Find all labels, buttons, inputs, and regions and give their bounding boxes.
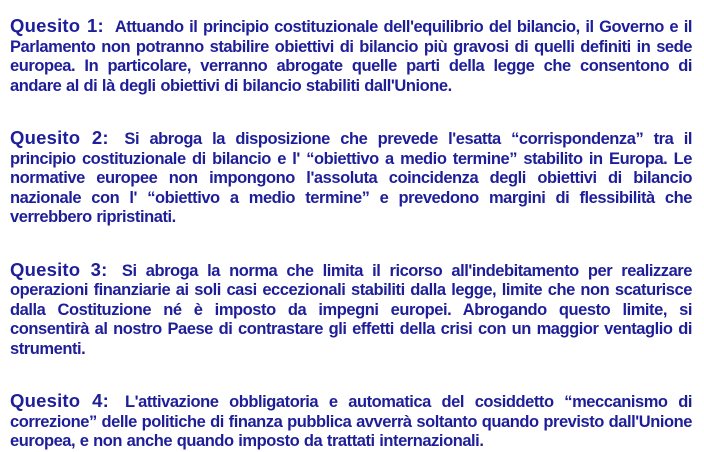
quesito-4-label: Quesito 4 bbox=[10, 390, 103, 411]
quesito-1-label: Quesito 1 bbox=[10, 15, 98, 36]
quesito-2-paragraph bbox=[10, 128, 692, 228]
quesito-4-paragraph bbox=[10, 391, 692, 452]
quesito-2-separator: : bbox=[102, 127, 109, 148]
quesito-3-separator: : bbox=[101, 258, 107, 280]
quesito-1-separator: : bbox=[97, 15, 104, 36]
quesito-3-label: Quesito 3 bbox=[10, 258, 102, 280]
quesito-1-text: Attuando il principio costituzionale dell'equilibrio del bilancio, il Governo e il Parlamento non potranno stabilire obiettivi di bilancio più gravosi di quelli definiti in sede europea. In particolare, verranno abrogate quelle parti della legge che consentono di andare al di là degli obiettivi di bilancio stabiliti dall'Unione. bbox=[10, 18, 692, 95]
quesito-2-text: Si abroga la disposizione che prevede l'esatta “corrispondenza” tra il principio costituzionale di bilancio e l' “obiettivo a medio termine” stabilito in Europa. Le normative europee non impongono l'assoluta coincidenza degli obiettivi di bilancio nazionale con l' “obiettivo a medio termine” e prevedono margini di flessibilità che verrebbero ripristinati. bbox=[10, 130, 692, 226]
quesito-1-paragraph bbox=[10, 16, 692, 96]
quesito-3-text: Si abroga la norma che limita il ricorso all'indebitamento per realizzare operazioni finanziarie ai soli casi eccezionali stabiliti dalla legge, limite che non scaturisce dalla Costituzione né è imposto da impegni europei. Abrogando questo limite, si consentirà al nostro Paese di contrastare gli effetti della crisi con un maggior ventaglio di strumenti. bbox=[10, 261, 693, 358]
quesito-4-separator: : bbox=[102, 390, 109, 411]
quesito-3-paragraph bbox=[10, 260, 692, 360]
quesito-2-label: Quesito 2 bbox=[10, 127, 103, 148]
quesito-4-text: L'attivazione obbligatoria e automatica del cosiddetto “meccanismo di correzione” delle politiche di finanza pubblica avverrà soltanto quando previsto dall'Unione europea, e non anche quando imposto da trattati internazionali. bbox=[10, 393, 692, 450]
